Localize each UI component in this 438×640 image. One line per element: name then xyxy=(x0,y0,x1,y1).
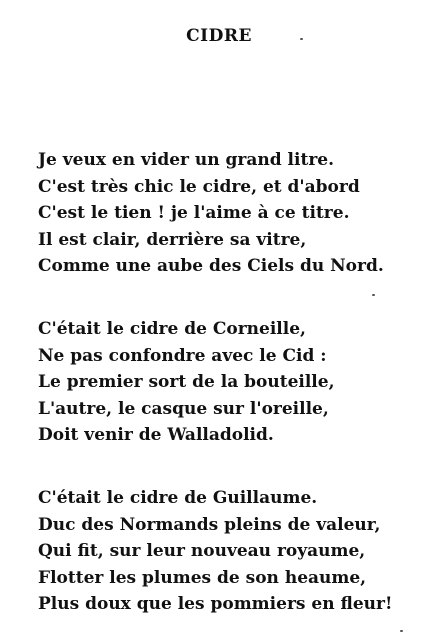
poem-title: CIDRE xyxy=(186,26,252,46)
verse-line: C'est le tien ! je l'aime à ce titre. xyxy=(38,203,350,223)
verse-line: Doit venir de Walladolid. xyxy=(38,425,274,445)
verse-line: C'était le cidre de Corneille, xyxy=(38,319,306,339)
stanza-2 xyxy=(38,316,433,449)
print-speck xyxy=(372,294,375,296)
verse-line: C'était le cidre de Guillaume. xyxy=(38,488,318,508)
verse-line: Comme une aube des Ciels du Nord. xyxy=(38,256,384,276)
stanza-1 xyxy=(38,147,433,280)
verse-line: Je veux en vider un grand litre. xyxy=(38,150,335,170)
verse-line: Il est clair, derrière sa vitre, xyxy=(38,229,307,250)
verse-line: Qui fit, sur leur nouveau royaume, xyxy=(38,541,366,561)
verse-line: C'est très chic le cidre, et d'abord xyxy=(38,176,360,197)
print-speck xyxy=(400,630,403,632)
verse-line: L'autre, le casque sur l'oreille, xyxy=(38,398,329,419)
verse-line: Ne pas confondre avec le Cid : xyxy=(38,345,327,366)
verse-line: Le premier sort de la bouteille, xyxy=(38,372,335,392)
print-speck xyxy=(300,38,303,40)
verse-line: Flotter les plumes de son heaume, xyxy=(38,567,367,588)
verse-line: Plus doux que les pommiers en fleur! xyxy=(38,594,393,614)
verse-line: Duc des Normands pleins de valeur, xyxy=(38,514,381,535)
stanza-3 xyxy=(38,485,433,618)
